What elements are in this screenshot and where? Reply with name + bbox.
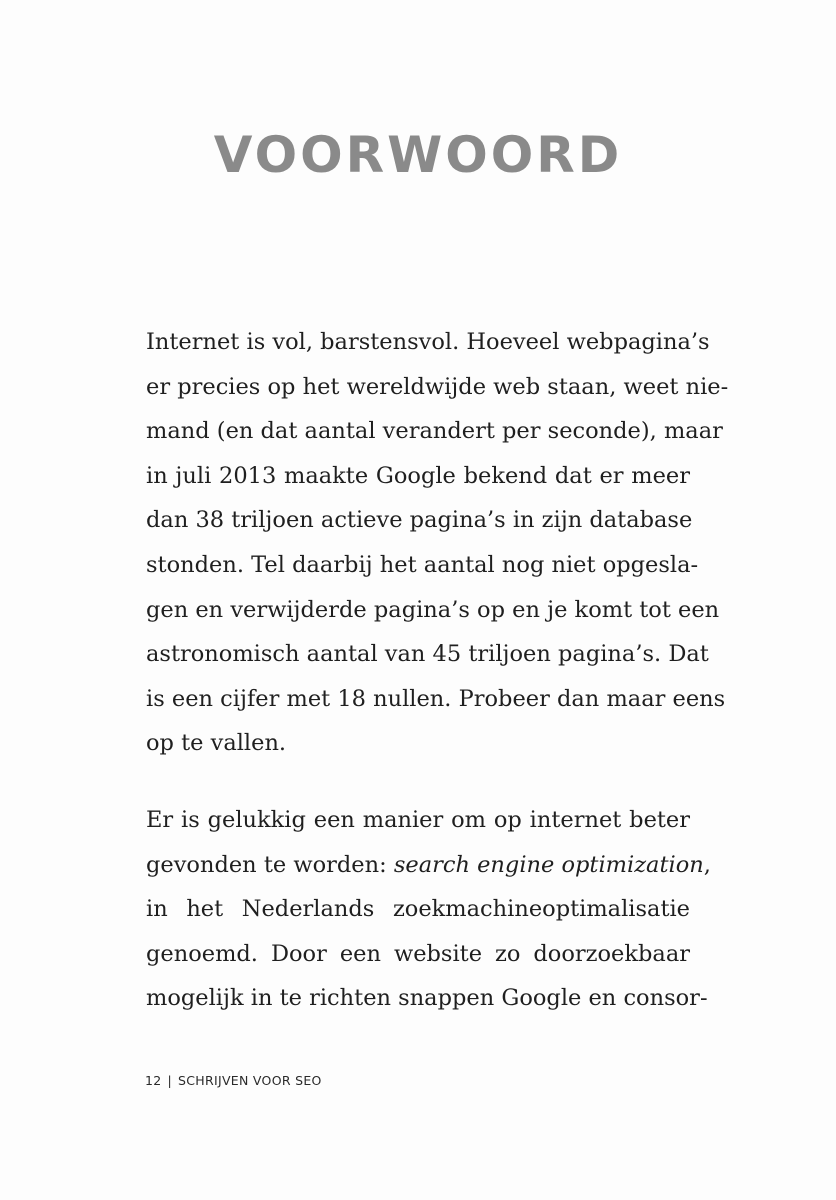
book-title: SCHRIJVEN VOOR SEO [178,1073,322,1088]
text-line: Er is gelukkig een manier om op internet beter [146,807,690,833]
text-line: op te vallen. [146,730,287,757]
text-line: Internet is vol, barstensvol. Hoeveel webpagina’s [146,329,710,355]
text-run: , [703,851,711,878]
page-number: 12 [145,1073,162,1088]
text-line: in juli 2013 maakte Google bekend dat er meer [146,462,690,489]
text-line: dan 38 triljoen actieve pagina’s in zijn database [146,507,693,534]
paragraph-2 [146,798,711,1021]
text-line: genoemd. Door een website zo doorzoekbaar [146,940,690,967]
footer-separator: | [167,1073,173,1088]
text-line: stonden. Tel daarbij het aantal nog niet opgesla- [146,551,699,578]
italic-term: search engine optimization [393,851,704,878]
text-line: mogelijk in te richten snappen Google en consor- [146,985,708,1012]
text-line: astronomisch aantal van 45 triljoen pagina’s. Dat [146,641,709,668]
paragraph-1 [146,320,729,766]
text-line: in het Nederlands zoekmachineoptimalisatie [146,896,690,923]
text-line: er precies op het wereldwijde web staan, weet nie- [146,373,729,400]
text-line-with-italic [146,843,711,888]
text-line: gen en verwijderde pagina’s op en je komt tot een [146,596,720,623]
text-line: is een cijfer met 18 nullen. Probeer dan maar eens [146,685,726,712]
page-footer [145,1073,322,1088]
chapter-title: VOORWOORD [213,126,623,184]
text-line: mand (en dat aantal verandert per seconde), maar [146,418,723,445]
text-run: gevonden te worden: [146,851,394,878]
